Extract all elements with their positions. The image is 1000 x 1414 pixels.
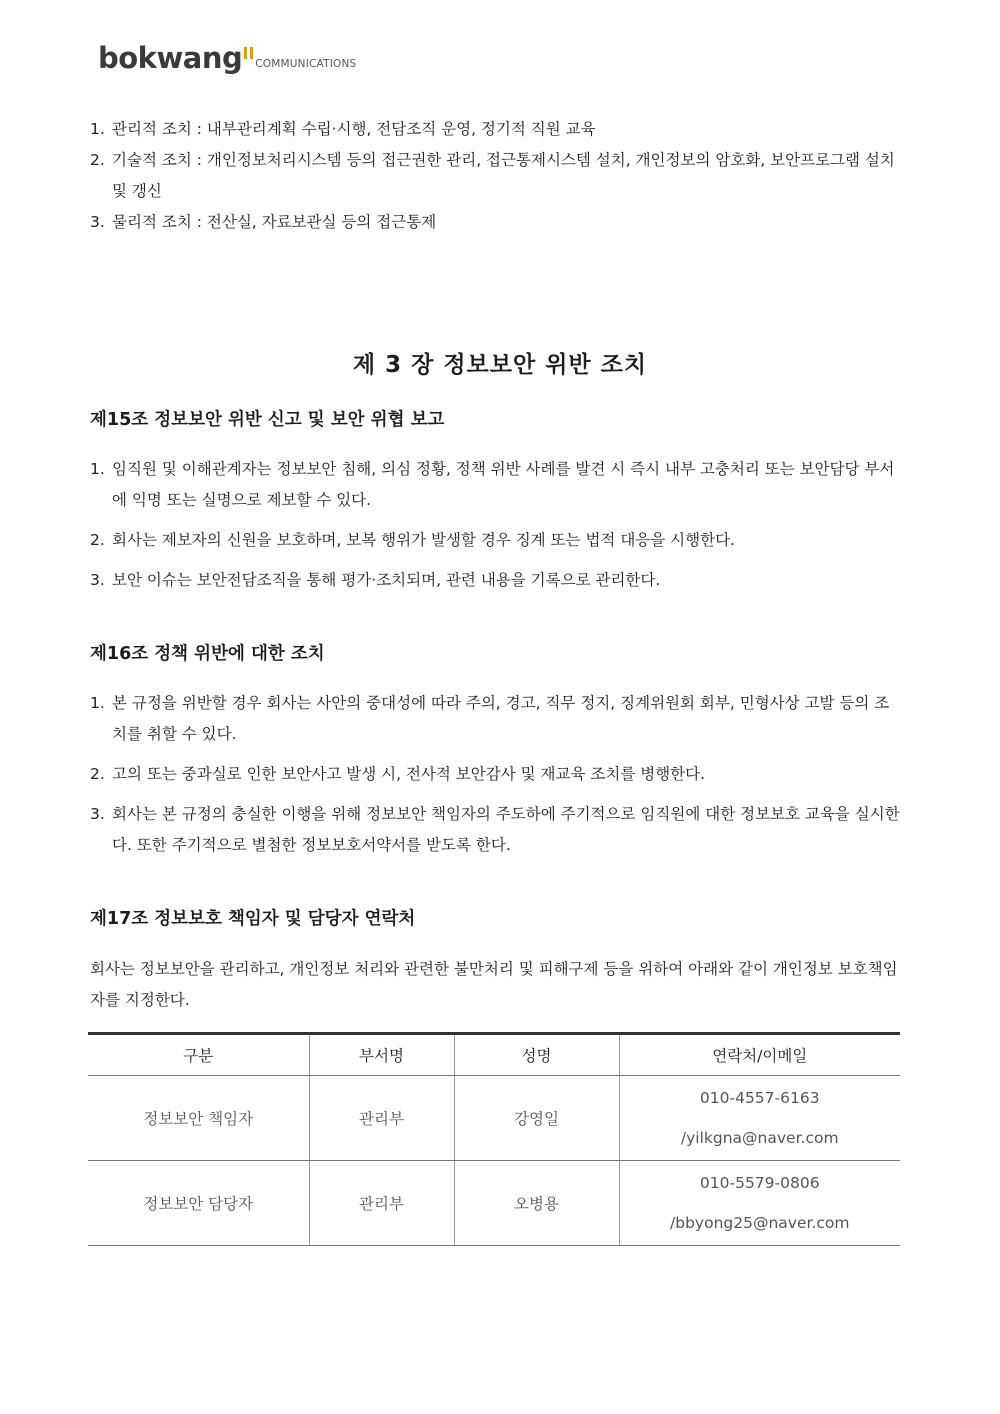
cell-department: 관리부 xyxy=(309,1076,454,1161)
list-text: 본 규정을 위반할 경우 회사는 사안의 중대성에 따라 주의, 경고, 직무 정지, 징계위원회 회부, 민형사상 고발 등의 조치를 취할 수 있다. xyxy=(112,694,890,743)
cell-role: 정보보안 담당자 xyxy=(88,1161,309,1246)
list-text: 보안 이슈는 보안전담조직을 통해 평가·조치되며, 관련 내용을 기록으로 관리한다. xyxy=(112,571,661,589)
contact-table xyxy=(88,1032,900,1246)
intro-measures-list xyxy=(90,114,904,238)
cell-email: /yilkgna@naver.com xyxy=(680,1129,839,1147)
list-item xyxy=(90,688,904,750)
cell-role: 정보보안 책임자 xyxy=(88,1076,309,1161)
cell-phone: 010-4557-6163 xyxy=(699,1089,820,1107)
list-item xyxy=(90,565,904,596)
list-text: 임직원 및 이해관계자는 정보보안 침해, 의심 정황, 정책 위반 사례를 발견 시 즉시 내부 고충처리 또는 보안담당 부서에 익명 또는 실명으로 제보할 수 있다. xyxy=(112,460,895,509)
table-header-row xyxy=(88,1034,900,1076)
logo-subtitle: COMMUNICATIONS xyxy=(255,58,357,70)
company-logo xyxy=(98,41,357,75)
list-number: 2. xyxy=(90,531,105,549)
cell-name: 강영일 xyxy=(454,1076,619,1161)
logo-accent-bars xyxy=(244,47,253,59)
table-row xyxy=(88,1161,900,1246)
list-number: 1. xyxy=(90,120,105,138)
list-item xyxy=(90,207,904,238)
logo-wordmark: bokwang xyxy=(98,41,243,75)
cell-name: 오병용 xyxy=(454,1161,619,1246)
list-item xyxy=(90,759,904,790)
list-number: 3. xyxy=(90,571,105,589)
list-item xyxy=(90,525,904,556)
list-number: 1. xyxy=(90,460,105,478)
header-contact: 연락처/이메일 xyxy=(619,1034,900,1076)
cell-contact xyxy=(619,1161,900,1246)
header-department: 부서명 xyxy=(309,1034,454,1076)
table-row xyxy=(88,1076,900,1161)
article-17-title: 제17조 정보보호 책임자 및 담당자 연락처 xyxy=(90,909,416,929)
list-item xyxy=(90,454,904,516)
list-number: 3. xyxy=(90,213,105,231)
header-name: 성명 xyxy=(454,1034,619,1076)
list-number: 2. xyxy=(90,151,105,169)
article-16-title: 제16조 정책 위반에 대한 조치 xyxy=(90,644,325,664)
list-number: 1. xyxy=(90,694,105,712)
article-17-paragraph: 회사는 정보보안을 관리하고, 개인정보 처리와 관련한 불만처리 및 피해구제 등을 위하여 아래와 같이 개인정보 보호책임자를 지정한다. xyxy=(90,960,898,1009)
list-text: 기술적 조치 : 개인정보처리시스템 등의 접근권한 관리, 접근통제시스템 설치, 개인정보의 암호화, 보안프로그램 설치 및 갱신 xyxy=(112,151,895,200)
cell-department: 관리부 xyxy=(309,1161,454,1246)
list-text: 고의 또는 중과실로 인한 보안사고 발생 시, 전사적 보안감사 및 재교육 조치를 병행한다. xyxy=(112,765,706,783)
list-text: 회사는 본 규정의 충실한 이행을 위해 정보보안 책임자의 주도하에 주기적으로 임직원에 대한 정보보호 교육을 실시한다. 또한 주기적으로 별첨한 정보보호서약서를 받도록 한다. xyxy=(112,805,900,854)
list-text: 회사는 제보자의 신원을 보호하며, 보복 행위가 발생할 경우 징계 또는 법적 대응을 시행한다. xyxy=(112,531,735,549)
article-16-list xyxy=(90,688,904,870)
list-text: 관리적 조치 : 내부관리계획 수립·시행, 전담조직 운영, 정기적 직원 교육 xyxy=(112,120,596,138)
list-item xyxy=(90,145,904,207)
header-category: 구분 xyxy=(88,1034,309,1076)
list-number: 2. xyxy=(90,765,105,783)
list-item xyxy=(90,799,904,861)
chapter-title: 제 3 장 정보보안 위반 조치 xyxy=(352,352,648,378)
cell-email: /bbyong25@naver.com xyxy=(670,1214,850,1232)
list-text: 물리적 조치 : 전산실, 자료보관실 등의 접근통제 xyxy=(112,213,437,231)
article-15-list xyxy=(90,454,904,605)
article-15-title: 제15조 정보보안 위반 신고 및 보안 위협 보고 xyxy=(90,410,445,430)
cell-contact xyxy=(619,1076,900,1161)
cell-phone: 010-5579-0806 xyxy=(699,1174,820,1192)
list-number: 3. xyxy=(90,805,105,823)
list-item xyxy=(90,114,904,145)
